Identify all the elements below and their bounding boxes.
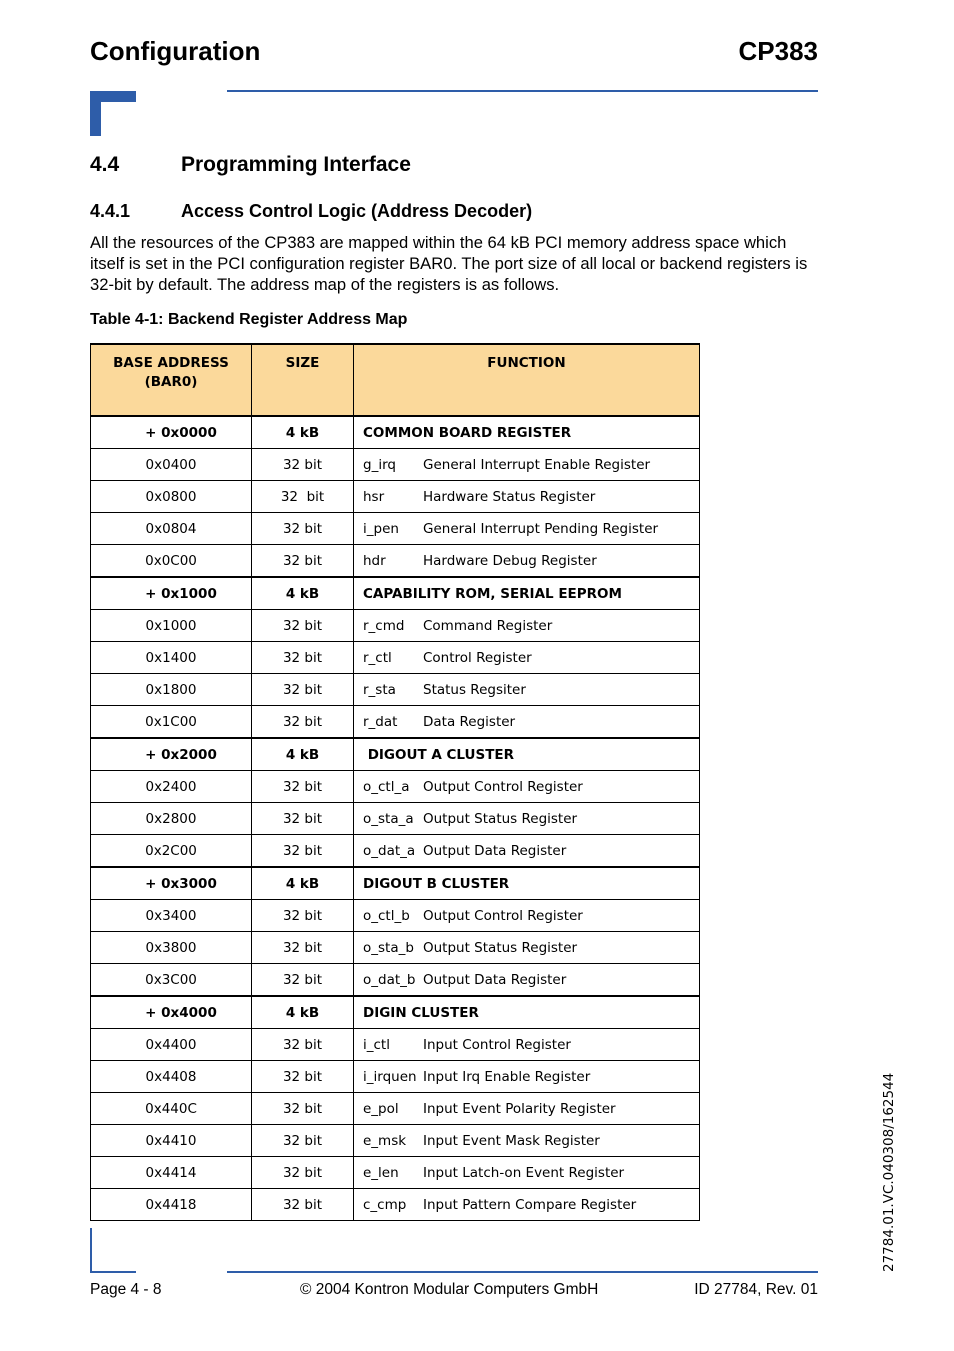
register-size: 32 bit xyxy=(252,803,354,835)
table-row xyxy=(91,771,700,803)
register-abbreviation: o_ctl_b xyxy=(363,907,410,924)
group-size: 4 kB xyxy=(252,577,354,610)
register-function xyxy=(354,1093,700,1125)
group-address: + 0x3000 xyxy=(91,867,252,900)
group-address: + 0x4000 xyxy=(91,996,252,1029)
register-address: 0x2800 xyxy=(91,803,252,835)
register-size: 32 bit xyxy=(252,706,354,739)
register-description: Output Control Register xyxy=(423,778,583,795)
register-description: Input Latch-on Event Register xyxy=(423,1164,625,1181)
register-abbreviation: o_dat_b xyxy=(363,971,416,988)
register-size: 32 bit xyxy=(252,932,354,964)
header-address-line1: BASE ADDRESS xyxy=(113,355,229,371)
register-abbreviation: r_sta xyxy=(363,681,396,698)
register-abbreviation: hdr xyxy=(363,552,386,569)
register-abbreviation: e_len xyxy=(363,1164,399,1181)
table-row xyxy=(91,674,700,706)
table-row xyxy=(91,1029,700,1061)
header-base-address xyxy=(91,344,252,416)
register-function xyxy=(354,610,700,642)
register-description: Data Register xyxy=(423,713,516,730)
header-product: CP383 xyxy=(738,36,818,66)
header-size: SIZE xyxy=(252,344,354,416)
table-row xyxy=(91,1125,700,1157)
table-row xyxy=(91,706,700,739)
register-address: 0x4410 xyxy=(91,1125,252,1157)
group-size: 4 kB xyxy=(252,867,354,900)
register-function xyxy=(354,771,700,803)
table-row xyxy=(91,1061,700,1093)
register-size: 32 bit xyxy=(252,964,354,997)
table-row xyxy=(91,803,700,835)
register-description: Output Status Register xyxy=(423,810,578,827)
register-description: Input Control Register xyxy=(423,1036,571,1053)
register-description: General Interrupt Pending Register xyxy=(423,520,659,537)
register-description: Input Pattern Compare Register xyxy=(423,1196,637,1213)
register-description: Output Data Register xyxy=(423,842,567,859)
register-address: 0x4400 xyxy=(91,1029,252,1061)
table-row xyxy=(91,1189,700,1221)
header-title: Configuration xyxy=(90,36,261,66)
register-address: 0x1000 xyxy=(91,610,252,642)
table-row xyxy=(91,932,700,964)
register-address-table xyxy=(90,343,700,1221)
register-address: 0x1400 xyxy=(91,642,252,674)
register-function xyxy=(354,449,700,481)
register-address: 0x440C xyxy=(91,1093,252,1125)
register-abbreviation: i_ctl xyxy=(363,1036,390,1053)
group-name: DIGOUT B CLUSTER xyxy=(354,867,700,900)
register-description: Input Irq Enable Register xyxy=(423,1068,591,1085)
register-description: Hardware Debug Register xyxy=(423,552,597,569)
register-abbreviation: o_sta_b xyxy=(363,939,414,956)
register-address: 0x3800 xyxy=(91,932,252,964)
footer-rule xyxy=(227,1271,818,1273)
table-row xyxy=(91,642,700,674)
register-size: 32 bit xyxy=(252,835,354,868)
register-size: 32 bit xyxy=(252,900,354,932)
register-abbreviation: o_ctl_a xyxy=(363,778,410,795)
register-address: 0x3C00 xyxy=(91,964,252,997)
register-address: 0x3400 xyxy=(91,900,252,932)
register-address: 0x0800 xyxy=(91,481,252,513)
register-description: Status Regsiter xyxy=(423,681,526,698)
table-row xyxy=(91,1157,700,1189)
group-address: + 0x1000 xyxy=(91,577,252,610)
group-size: 4 kB xyxy=(252,996,354,1029)
register-size: 32 bit xyxy=(252,771,354,803)
register-description: Output Status Register xyxy=(423,939,578,956)
register-function xyxy=(354,803,700,835)
register-size: 32 bit xyxy=(252,642,354,674)
register-function xyxy=(354,932,700,964)
register-address: 0x1800 xyxy=(91,674,252,706)
corner-bracket-bottom-arm xyxy=(90,1271,136,1273)
group-size: 4 kB xyxy=(252,738,354,771)
footer-page-number: Page 4 - 8 xyxy=(90,1281,162,1298)
group-name: COMMON BOARD REGISTER xyxy=(354,416,700,449)
table-row xyxy=(91,964,700,997)
register-size: 32 bit xyxy=(252,1157,354,1189)
register-function xyxy=(354,1157,700,1189)
register-abbreviation: r_ctl xyxy=(363,649,392,666)
register-size: 32 bit xyxy=(252,513,354,545)
register-abbreviation: i_pen xyxy=(363,520,399,537)
section-title: Programming Interface xyxy=(181,153,411,176)
register-size: 32 bit xyxy=(252,481,354,513)
register-description: Output Control Register xyxy=(423,907,583,924)
table-row xyxy=(91,1093,700,1125)
register-abbreviation: o_sta_a xyxy=(363,810,414,827)
register-address: 0x0400 xyxy=(91,449,252,481)
subsection-number: 4.4.1 xyxy=(90,201,131,221)
table-row xyxy=(91,481,700,513)
register-abbreviation: i_irquen xyxy=(363,1068,417,1085)
register-address: 0x2400 xyxy=(91,771,252,803)
group-name: DIGOUT A CLUSTER xyxy=(354,738,700,771)
register-abbreviation: g_irq xyxy=(363,456,396,473)
register-function xyxy=(354,1029,700,1061)
corner-bracket-top-arm xyxy=(90,91,136,102)
register-abbreviation: e_msk xyxy=(363,1132,407,1149)
register-address: 0x0C00 xyxy=(91,545,252,578)
register-function xyxy=(354,1189,700,1221)
intro-paragraph: All the resources of the CP383 are mapped within the 64 kB PCI memory address space which itself is set in the PCI configuration register BAR0. The port size of all local or backend registers is 32-bit by default. The address map of the registers is as follows. xyxy=(90,233,808,294)
register-size: 32 bit xyxy=(252,545,354,578)
register-description: General Interrupt Enable Register xyxy=(423,456,651,473)
register-description: Hardware Status Register xyxy=(423,488,596,505)
register-address: 0x0804 xyxy=(91,513,252,545)
table-row xyxy=(91,449,700,481)
register-size: 32 bit xyxy=(252,1029,354,1061)
register-abbreviation: c_cmp xyxy=(363,1196,407,1213)
register-function xyxy=(354,835,700,868)
register-abbreviation: o_dat_a xyxy=(363,842,416,859)
register-size: 32 bit xyxy=(252,674,354,706)
table-row xyxy=(91,513,700,545)
group-size: 4 kB xyxy=(252,416,354,449)
header-rule xyxy=(227,90,818,92)
table-row xyxy=(91,835,700,868)
group-address: + 0x0000 xyxy=(91,416,252,449)
register-function xyxy=(354,706,700,739)
side-document-code: 27784.01.VC.040308/162544 xyxy=(881,1072,897,1272)
register-abbreviation: hsr xyxy=(363,488,385,505)
group-row xyxy=(91,738,700,771)
group-row xyxy=(91,577,700,610)
corner-bracket-bottom xyxy=(90,1228,92,1273)
group-row xyxy=(91,996,700,1029)
table-row xyxy=(91,610,700,642)
register-address: 0x2C00 xyxy=(91,835,252,868)
register-size: 32 bit xyxy=(252,449,354,481)
register-abbreviation: e_pol xyxy=(363,1100,399,1117)
register-size: 32 bit xyxy=(252,1061,354,1093)
register-description: Command Register xyxy=(423,617,553,634)
register-address: 0x4408 xyxy=(91,1061,252,1093)
header-address-line2: (BAR0) xyxy=(144,374,198,390)
register-address: 0x4418 xyxy=(91,1189,252,1221)
register-function xyxy=(354,1125,700,1157)
register-description: Output Data Register xyxy=(423,971,567,988)
register-function xyxy=(354,513,700,545)
register-size: 32 bit xyxy=(252,610,354,642)
register-function xyxy=(354,481,700,513)
register-abbreviation: r_dat xyxy=(363,713,398,730)
group-row xyxy=(91,416,700,449)
register-function xyxy=(354,545,700,578)
footer-doc-id: ID 27784, Rev. 01 xyxy=(694,1281,818,1298)
group-name: DIGIN CLUSTER xyxy=(354,996,700,1029)
register-size: 32 bit xyxy=(252,1093,354,1125)
group-name: CAPABILITY ROM, SERIAL EEPROM xyxy=(354,577,700,610)
group-address: + 0x2000 xyxy=(91,738,252,771)
table-row xyxy=(91,545,700,578)
register-address: 0x1C00 xyxy=(91,706,252,739)
register-description: Input Event Mask Register xyxy=(423,1132,600,1149)
subsection-title: Access Control Logic (Address Decoder) xyxy=(181,201,533,221)
header-function: FUNCTION xyxy=(354,344,700,416)
register-size: 32 bit xyxy=(252,1125,354,1157)
register-description: Control Register xyxy=(423,649,532,666)
register-size: 32 bit xyxy=(252,1189,354,1221)
footer-copyright: © 2004 Kontron Modular Computers GmbH xyxy=(300,1281,599,1298)
register-description: Input Event Polarity Register xyxy=(423,1100,616,1117)
group-row xyxy=(91,867,700,900)
table-header-row xyxy=(91,344,700,416)
register-function xyxy=(354,1061,700,1093)
table-row xyxy=(91,900,700,932)
register-function xyxy=(354,674,700,706)
register-function xyxy=(354,900,700,932)
register-address: 0x4414 xyxy=(91,1157,252,1189)
register-abbreviation: r_cmd xyxy=(363,617,405,634)
register-function xyxy=(354,642,700,674)
section-number: 4.4 xyxy=(90,153,120,176)
register-function xyxy=(354,964,700,997)
table-caption: Table 4-1: Backend Register Address Map xyxy=(90,311,408,328)
